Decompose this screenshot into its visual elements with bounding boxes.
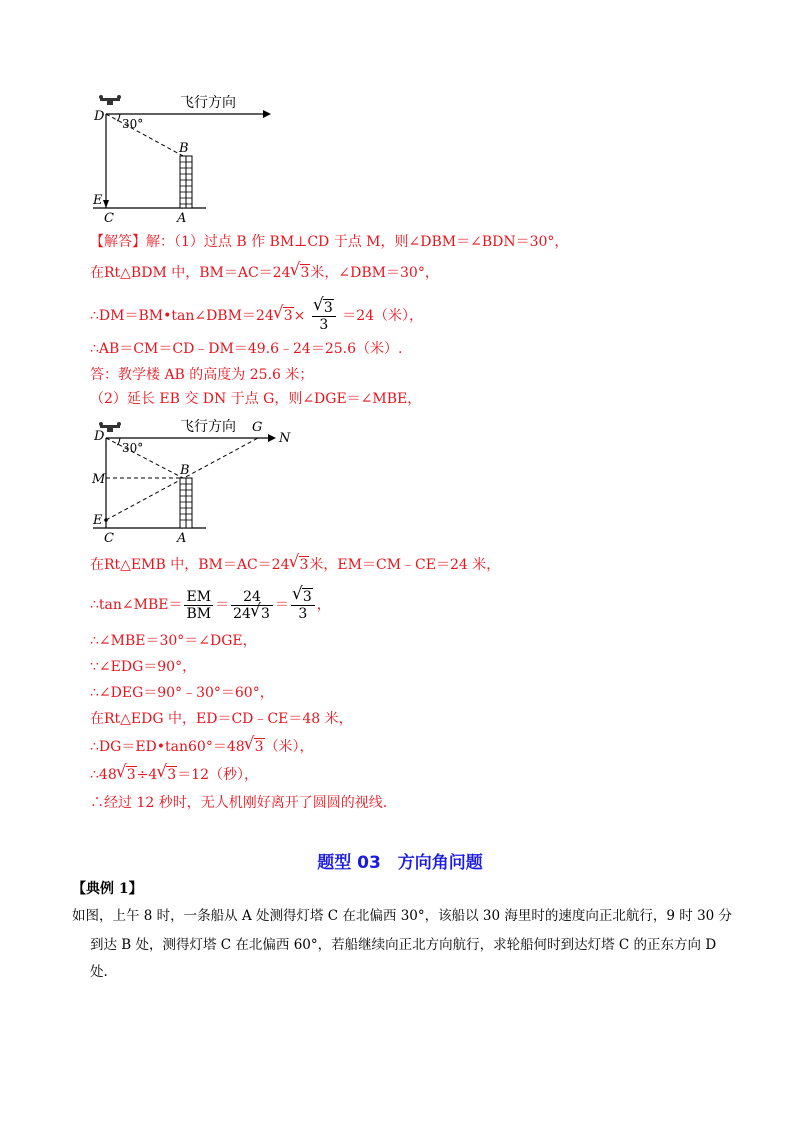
solution-line-3: ∴DM＝BM•tan∠DBM＝24√ 3× √ $\frac{3}{3}$ ＝24（米）， [90, 292, 423, 340]
building [180, 478, 192, 528]
label-B: B [180, 463, 190, 478]
example-label: 【典例 1】 [72, 881, 143, 897]
label-angle: 30° [122, 441, 144, 455]
label-D: D [94, 429, 105, 444]
label-D: D [94, 109, 105, 124]
solution-line-5: 答：教学楼 AB 的高度为 25.6 米； [90, 367, 314, 383]
label-C: C [104, 531, 114, 545]
arrow-head [268, 434, 276, 442]
solution-line-4: ∴AB＝CM＝CD﹣DM＝49.6﹣24＝25.6（米）. [90, 341, 403, 357]
example-paragraph-2: 到达 B 处，测得灯塔 C 在北偏西 60°，若船继续向正北方向航行，求轮船何时到达灯塔 C 的正东方向 D [90, 937, 717, 953]
angle-arc [117, 438, 120, 445]
label-G: G [252, 420, 263, 435]
label-E: E [93, 513, 103, 528]
label-M: M [92, 472, 106, 487]
label-angle: 30° [122, 117, 144, 131]
figure-2 [88, 410, 298, 545]
arrow-head [263, 110, 271, 118]
solution-line-12: 在Rt△EDG 中，ED＝CD﹣CE＝48 米， [90, 711, 353, 727]
label-direction: 飞行方向 [180, 419, 236, 435]
angle-arc [117, 114, 120, 121]
drone-icon [99, 95, 121, 105]
solution-line-6: （2）延长 EB 交 DN 于点 G，则∠DGE＝∠MBE， [90, 391, 422, 407]
label-E: E [93, 193, 103, 208]
label-C: C [104, 211, 114, 225]
solution-line-15: ∴经过 12 秒时，无人机刚好离开了圆圆的视线. [90, 795, 388, 811]
building [180, 156, 192, 208]
label-N: N [279, 431, 291, 446]
solution-line-7: 在Rt△EMB 中，BM＝AC＝24√ 3米，EM＝CM﹣CE＝24 米， [90, 556, 500, 574]
label-B: B [179, 141, 189, 156]
section-title: 题型 03 方向角问题 [317, 853, 483, 873]
figure-1 [88, 90, 278, 225]
solution-line-14: ∴48√ 3÷4√ 3＝12（秒）， [90, 766, 258, 784]
solution-line-9: ∴∠MBE＝30°＝∠DGE， [90, 633, 257, 649]
label-direction: 飞行方向 [180, 95, 236, 111]
solution-line-11: ∴∠DEG＝90°﹣30°＝60°， [90, 685, 274, 701]
solution-line-8: ∴tan∠MBE＝ $\frac{EM}{BM}$ ＝ $\frac{24}{24√ 3}$ ＝ √ $\frac{3}{3}$ ， [90, 582, 331, 628]
example-paragraph-3: 处. [90, 964, 108, 980]
example-paragraph-1: 如图，上午 8 时，一条船从 A 处测得灯塔 C 在北偏西 30°，该船以 30 海里时的速度向正北航行，9 时 30 分 [72, 908, 733, 924]
solution-line-10: ∵∠EDG＝90°， [90, 659, 197, 675]
solution-line-1: 【解答】解：（1）过点 B 作 BM⊥CD 于点 M，则∠DBM＝∠BDN＝30°， [90, 234, 569, 250]
label-A: A [177, 531, 187, 545]
solution-line-2: 在Rt△BDM 中，BM＝AC＝24√ 3米，∠DBM＝30°， [90, 264, 439, 282]
label-A: A [177, 211, 187, 225]
solution-line-13: ∴DG＝ED•tan60°＝48√ 3（米）， [90, 738, 314, 756]
